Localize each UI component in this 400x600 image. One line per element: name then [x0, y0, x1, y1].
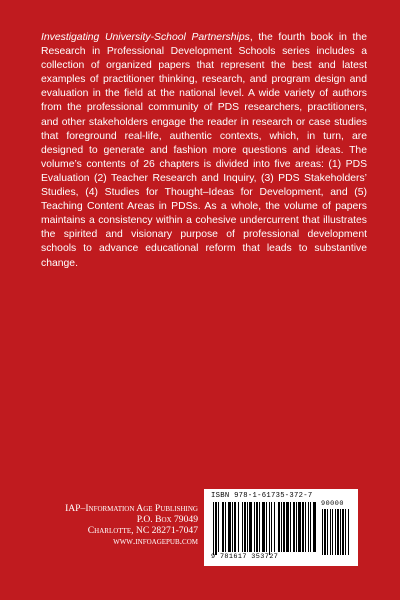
book-title: Investigating University-School Partnerships	[41, 32, 250, 43]
publisher-name: IAP–Information Age Publishing	[65, 503, 198, 514]
publisher-block	[58, 503, 198, 547]
publisher-website: www.infoagepub.com	[113, 536, 198, 547]
barcode-box	[204, 489, 358, 566]
blurb-text: , the fourth book in the Research in Professional Development Schools series includes a collection of organized papers that represent the best and latest examples of practitioner thinking, research, and program design and evaluation in the field at the national level. A wide variety of authors from the professional community of PDS researchers, practitioners, and other stakeholders engage the reader in research or case studies that foreground real-life, authentic contexts, which, in turn, are designed to generate and fashion more questions and ideas. The volume’s contents of 26 chapters is divided into five areas: (1) PDS Evaluation (2) Teacher Research and Inquiry, (3) PDS Stakeholders’ Studies, (4) Studies for Thought–Ideas for Development, and (5) Teaching Content Areas in PDSs. As a whole, the volume of papers maintains a consistency within a cohesive undercurrent that illustrates the spirited and visionary purpose of professional development schools to advance educational reform that leads to substantive change.	[41, 32, 367, 269]
publisher-city: Charlotte, NC 28271-7047	[87, 525, 198, 536]
isbn-label: ISBN 978-1-61735-372-7	[211, 492, 313, 500]
blurb-paragraph	[41, 31, 367, 271]
publisher-po-box: P.O. Box 79049	[136, 514, 198, 525]
barcode-addon-number: 90000	[321, 500, 344, 508]
barcode-digits: 9 781617 353727	[211, 553, 279, 561]
